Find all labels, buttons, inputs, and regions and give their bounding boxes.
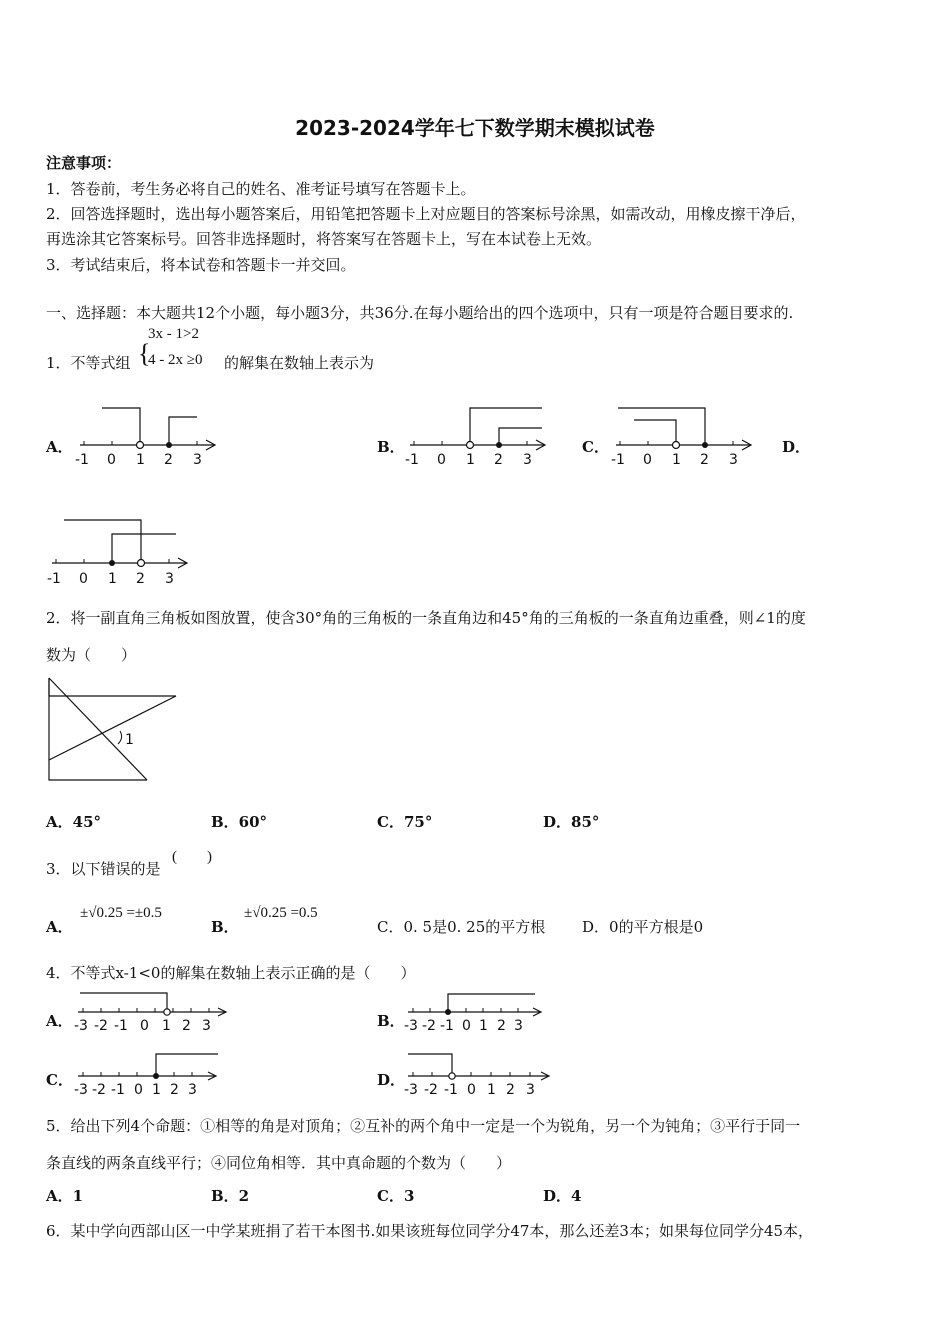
q5-option-b: B．2: [211, 1187, 250, 1205]
q5-option-a: A．1: [46, 1187, 84, 1205]
tick-label: 0: [140, 1018, 149, 1034]
q1-option-b-label: B．: [377, 438, 405, 456]
tick-label: -3: [404, 1082, 418, 1098]
notice-heading: 注意事项：: [46, 154, 122, 172]
tick-label: 3: [526, 1082, 535, 1098]
q1-option-d-label: D．: [782, 438, 811, 456]
tick-label: -1: [440, 1018, 454, 1034]
tick-label: 3: [202, 1018, 211, 1034]
tick-label: 1: [479, 1018, 488, 1034]
q5-option-d: D．4: [543, 1187, 582, 1205]
page-title: 2023-2024学年七下数学期末模拟试卷: [295, 116, 655, 140]
notice-item-1: 1．答卷前，考生务必将自己的姓名、准考证号填写在答题卡上。: [46, 180, 476, 198]
tick-label: 1: [108, 571, 117, 587]
q5-stem-line1: 5．给出下列4个命题：①相等的角是对顶角；②互补的两个角中一定是一个为锐角，另一个为钝角；③平行于同一: [46, 1117, 801, 1135]
tick-label: 2: [494, 452, 503, 468]
q4-option-d-label: D．: [377, 1071, 406, 1089]
tick-label: 3: [193, 452, 202, 468]
tick-label: 2: [497, 1018, 506, 1034]
tick-label: 2: [182, 1018, 191, 1034]
q4-option-d-number-line: [400, 1048, 552, 1096]
q3-option-c: C．0. 5是0. 25的平方根: [377, 918, 546, 936]
tick-label: -2: [92, 1082, 106, 1098]
q3-stem: 3．以下错误的是: [46, 860, 161, 878]
q2-option-b: B．60°: [211, 813, 268, 831]
tick-label: 3: [523, 452, 532, 468]
q5-stem-line2: 条直线的两条直线平行；④同位角相等．其中真命题的个数为（ ）: [46, 1154, 512, 1172]
q4-option-b-label: B．: [377, 1012, 405, 1030]
q4-option-c-number-line: [70, 1048, 220, 1096]
tick-label: 1: [487, 1082, 496, 1098]
tick-label: -2: [422, 1018, 436, 1034]
q4-stem: 4．不等式x-1<0的解集在数轴上表示正确的是（ ）: [46, 964, 416, 982]
q3-option-d: D．0的平方根是0: [582, 918, 704, 936]
tick-label: 0: [134, 1082, 143, 1098]
q1-ineq2: 4 - 2x ≥0: [148, 352, 203, 368]
tick-label: 2: [506, 1082, 515, 1098]
q4-option-c-label: C．: [46, 1071, 73, 1089]
tick-label: 0: [467, 1082, 476, 1098]
angle-1-label: 1: [125, 732, 134, 748]
q1-prefix: 1．不等式组: [46, 354, 131, 372]
q2-option-d: D．85°: [543, 813, 600, 831]
q3-option-a-label: A．: [46, 918, 73, 936]
q3-paren: ( ): [172, 849, 212, 865]
q1-ineq1: 3x - 1>2: [148, 326, 199, 342]
tick-label: -3: [74, 1082, 88, 1098]
tick-label: 3: [514, 1018, 523, 1034]
tick-label: -1: [405, 452, 419, 468]
tick-label: 3: [729, 452, 738, 468]
tick-label: 1: [672, 452, 681, 468]
tick-label: 2: [170, 1082, 179, 1098]
tick-label: 1: [152, 1082, 161, 1098]
tick-label: -2: [94, 1018, 108, 1034]
tick-label: 1: [162, 1018, 171, 1034]
tick-label: 2: [136, 571, 145, 587]
tick-label: 3: [188, 1082, 197, 1098]
q2-stem-line2: 数为（ ）: [46, 646, 137, 664]
q2-option-a: A．45°: [46, 813, 102, 831]
q5-option-c: C．3: [377, 1187, 415, 1205]
tick-label: 2: [164, 452, 173, 468]
q4-option-a-label: A．: [46, 1012, 73, 1030]
q2-stem-line1: 2．将一副直角三角板如图放置，使含30°角的三角板的一条直角边和45°角的三角板的一条直角边重叠，则∠1的度: [46, 609, 806, 627]
tick-label: 0: [79, 571, 88, 587]
q1-option-a-label: A．: [46, 438, 73, 456]
q4-option-a-number-line: [70, 988, 230, 1036]
tick-label: 0: [643, 452, 652, 468]
tick-label: 0: [462, 1018, 471, 1034]
notice-item-2a: 2．回答选择题时，选出每小题答案后，用铅笔把答题卡上对应题目的答案标号涂黑，如需改动，用橡皮擦干净后，: [46, 205, 806, 223]
tick-label: 2: [700, 452, 709, 468]
brace-symbol: {: [138, 339, 151, 368]
q1-option-b-number-line: [402, 400, 552, 470]
section-heading: 一、选择题：本大题共12个小题，每小题3分，共36分.在每小题给出的四个选项中，只有一项是符合题目要求的.: [46, 304, 794, 322]
tick-label: -1: [47, 571, 61, 587]
q1-option-d-number-line: [44, 512, 194, 587]
tick-label: -3: [404, 1018, 418, 1034]
tick-label: -3: [74, 1018, 88, 1034]
tick-label: 0: [437, 452, 446, 468]
tick-label: -1: [611, 452, 625, 468]
tick-label: -1: [111, 1082, 125, 1098]
notice-item-3: 3．考试结束后，将本试卷和答题卡一并交回。: [46, 256, 356, 274]
q3-option-a-expr: ±√0.25 =±0.5: [80, 905, 162, 921]
tick-label: 3: [165, 571, 174, 587]
tick-label: 0: [107, 452, 116, 468]
notice-item-2b: 再选涂其它答案标号。回答非选择题时，将答案写在答题卡上，写在本试卷上无效。: [46, 230, 602, 248]
tick-label: 1: [466, 452, 475, 468]
q2-option-c: C．75°: [377, 813, 433, 831]
tick-label: -1: [114, 1018, 128, 1034]
q1-option-a-number-line: [72, 400, 222, 470]
tick-label: -1: [75, 452, 89, 468]
q3-option-b-expr: ±√0.25 =0.5: [244, 905, 318, 921]
q1-option-c-number-line: [608, 400, 758, 470]
q1-suffix: 的解集在数轴上表示为: [224, 354, 375, 372]
tick-label: 1: [136, 452, 145, 468]
tick-label: -2: [424, 1082, 438, 1098]
q3-option-b-label: B．: [211, 918, 239, 936]
q2-triangle-figure: [46, 676, 181, 786]
tick-label: -1: [444, 1082, 458, 1098]
q4-option-b-number-line: [400, 988, 545, 1036]
q1-option-c-label: C．: [582, 438, 609, 456]
q6-stem-line1: 6．某中学向西部山区一中学某班捐了若干本图书.如果该班每位同学分47本，那么还差3本；如果每位同学分45本，: [46, 1222, 814, 1240]
